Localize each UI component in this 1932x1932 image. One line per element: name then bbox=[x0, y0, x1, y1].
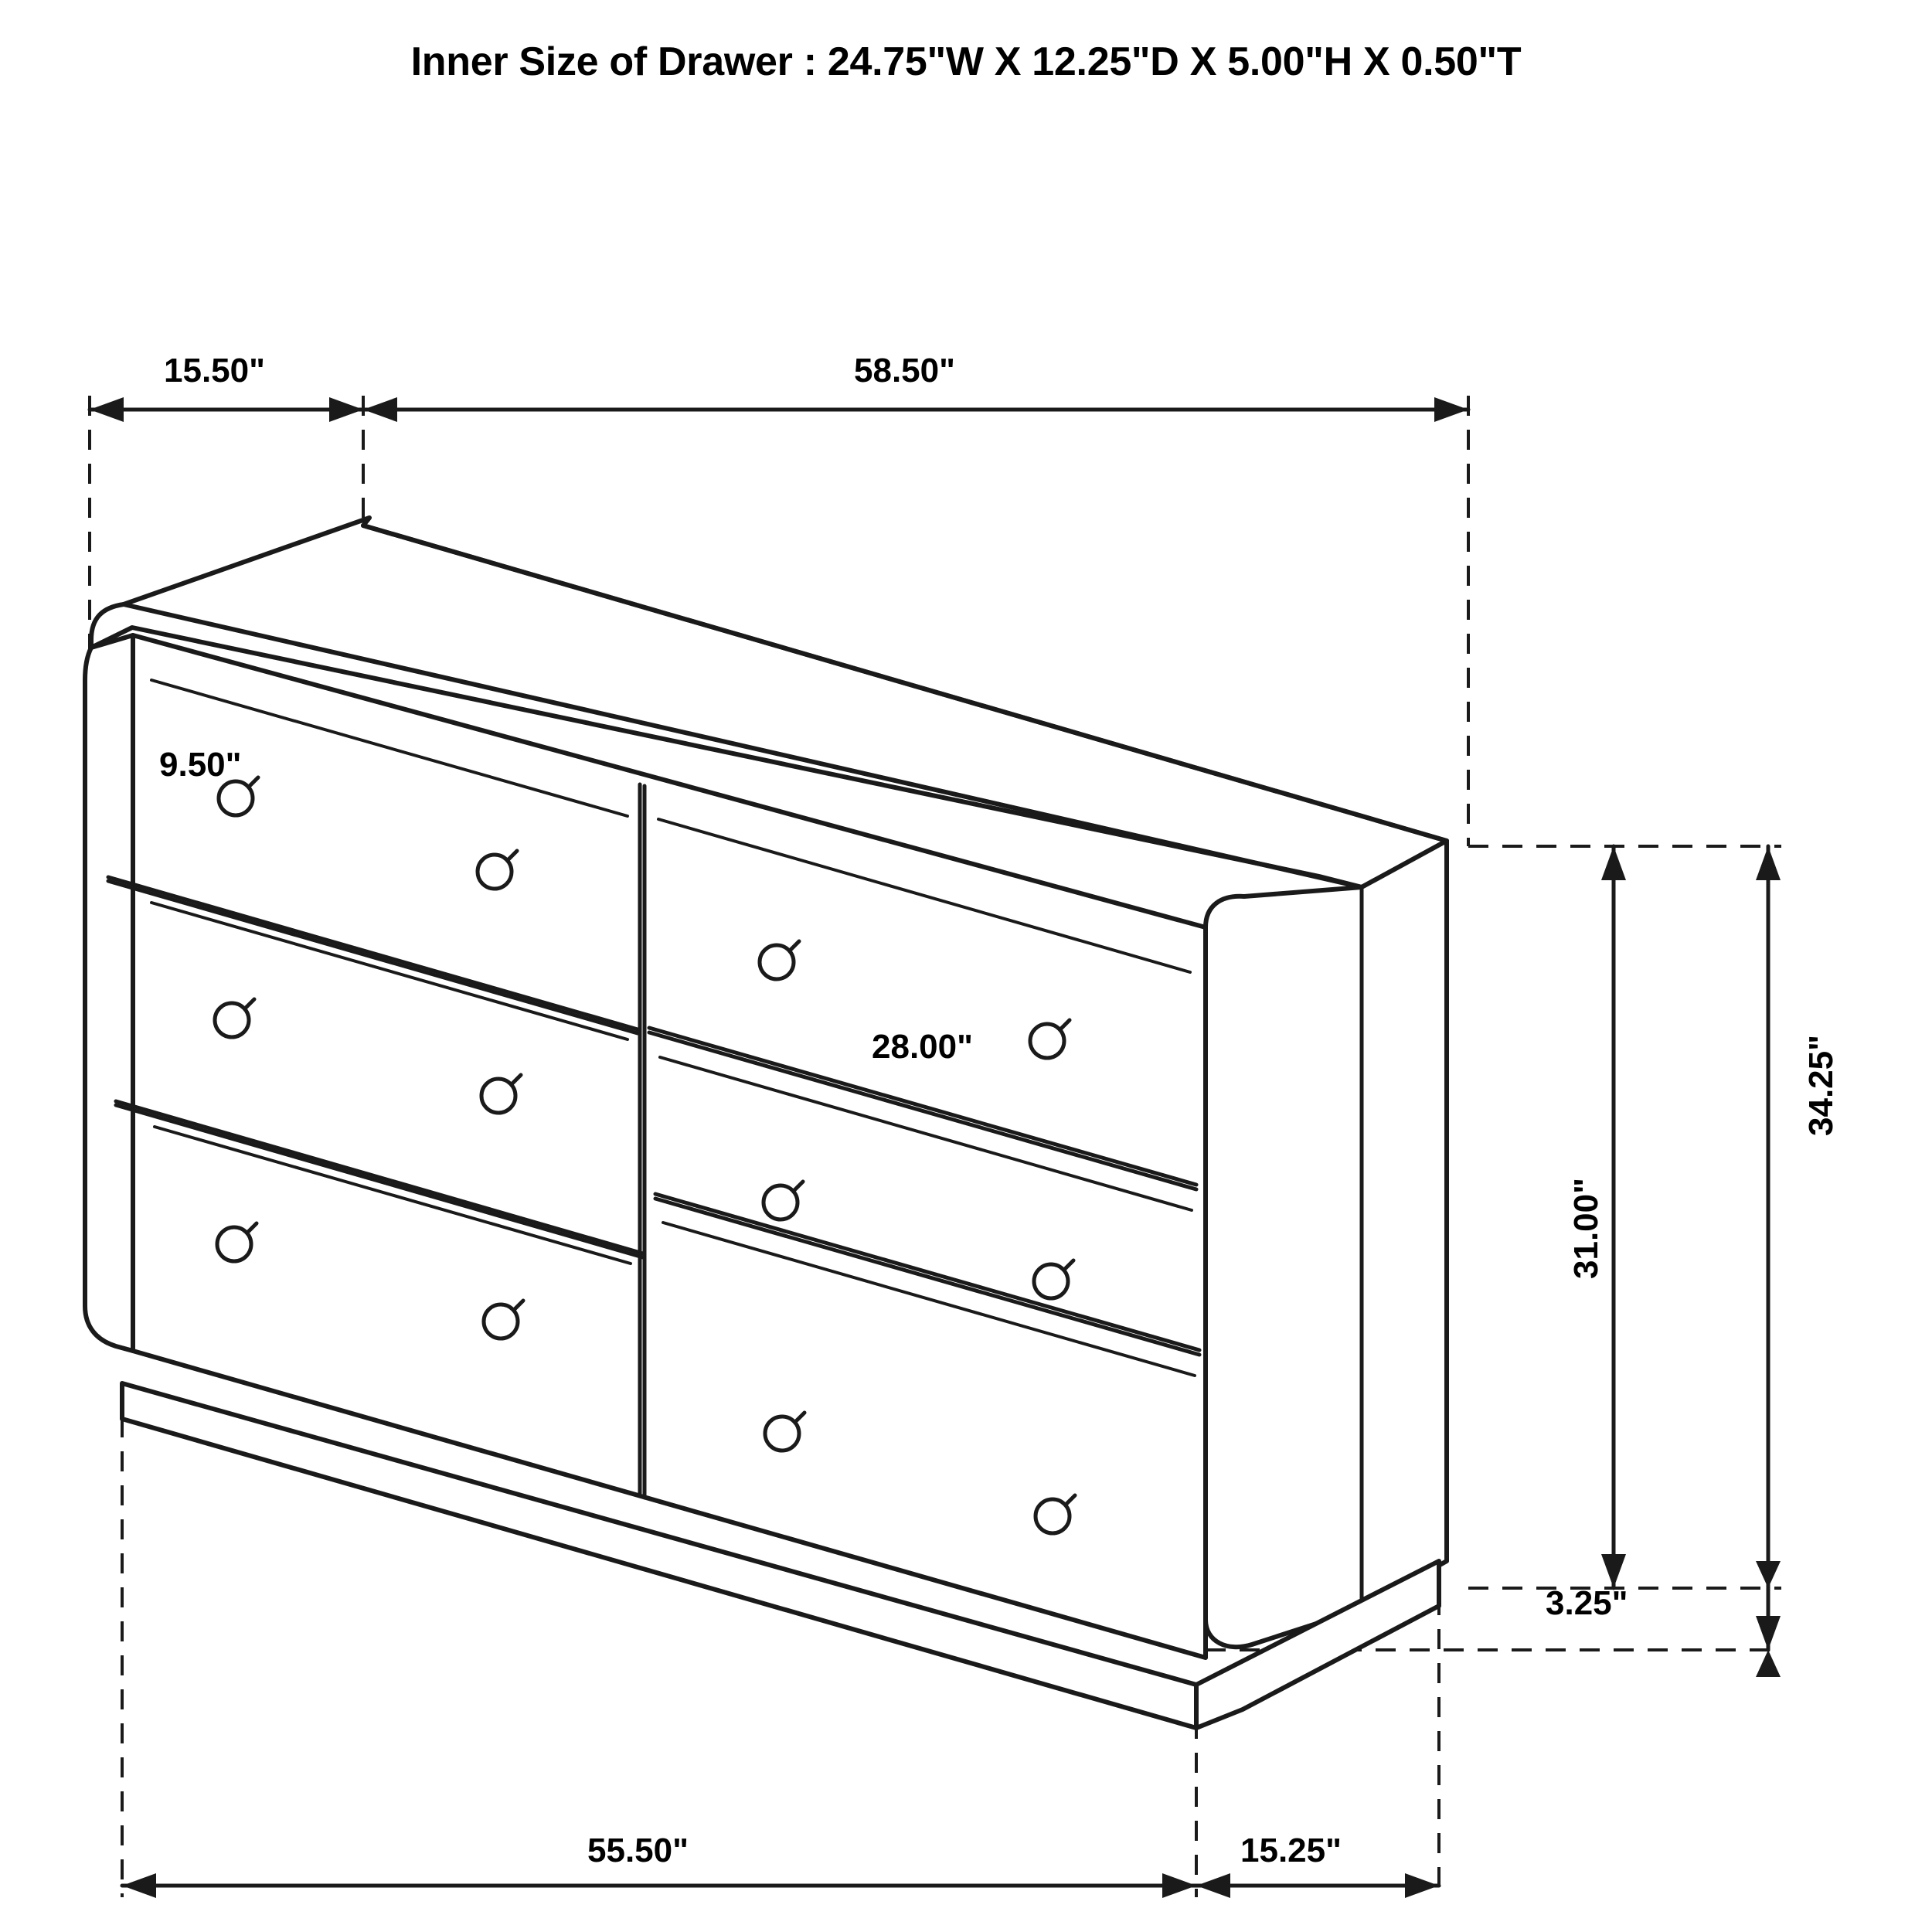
dimension-label-total-height: 34.25" bbox=[1802, 1035, 1840, 1136]
dimension-label-top-drawer-height: 9.50" bbox=[159, 746, 242, 784]
dimension-label-base-width: 55.50" bbox=[587, 1832, 689, 1869]
dimension-label-top-width: 58.50" bbox=[854, 352, 955, 389]
right-side-panel bbox=[1206, 841, 1447, 1647]
page-title: Inner Size of Drawer : 24.75"W X 12.25"D X 5.00"H X 0.50"T bbox=[410, 39, 1522, 84]
dimension-label-case-height: 31.00" bbox=[1567, 1178, 1605, 1279]
dimension-label-top-depth: 15.50" bbox=[164, 352, 265, 389]
dimension-label-plinth-height: 3.25" bbox=[1546, 1584, 1628, 1622]
left-side-panel bbox=[85, 635, 133, 1351]
dimension-label-base-depth: 15.25" bbox=[1240, 1832, 1342, 1869]
dimension-label-drawer-width: 28.00" bbox=[872, 1028, 973, 1066]
